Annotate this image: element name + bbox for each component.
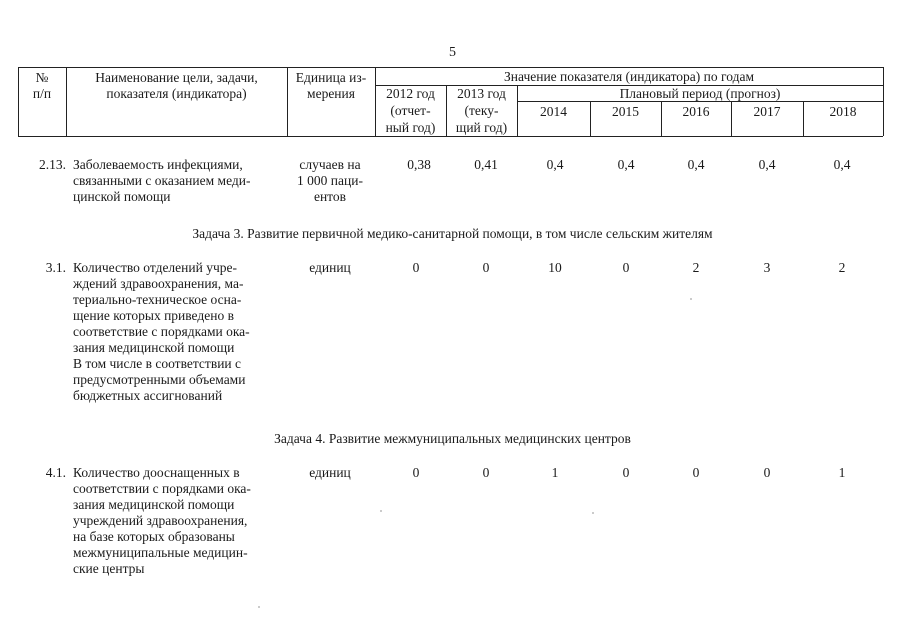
row-name-line: щение которых приведено в: [73, 308, 234, 323]
value-2014: 0,4: [546, 157, 564, 172]
value-2012: 0: [412, 260, 420, 275]
header-no-label: №: [35, 70, 49, 85]
row-name-line: на базе которых образованы: [73, 529, 235, 544]
task-heading: Задача 3. Развитие первичной медико-санитарной помощи, в том числе сельским жителям: [192, 226, 713, 241]
header-bottom-border: [18, 136, 883, 137]
row-unit-line: 1 000 паци-: [297, 173, 363, 188]
row-name-line: териально-техническое осна-: [73, 292, 242, 307]
row-name-line: цинской помощи: [73, 189, 171, 204]
row-name-line: соответствие с порядками ока-: [73, 324, 250, 339]
row-unit-line: единиц: [309, 465, 351, 480]
value-2016: 0: [692, 465, 700, 480]
header-top-border: [18, 67, 883, 68]
row-unit-line: ентов: [313, 189, 347, 204]
row-number: 2.13.: [39, 157, 66, 172]
header-unit-label-2: мерения: [307, 86, 355, 101]
header-2013-line1: 2013 год: [457, 86, 506, 101]
value-2018: 2: [838, 260, 846, 275]
row-name-line: Заболеваемость инфекциями,: [73, 157, 243, 172]
header-2012-line3: ный год): [385, 120, 436, 135]
value-2018: 0,4: [833, 157, 851, 172]
value-2018: 1: [838, 465, 846, 480]
row-unit: [290, 157, 370, 205]
value-2015: 0: [622, 260, 630, 275]
row-name-line: бюджетных ассигнований: [73, 388, 223, 403]
header-name-label: Наименование цели, задачи,: [95, 70, 258, 85]
header-2012-line2: (отчет-: [390, 103, 431, 118]
value-2017: 3: [763, 260, 771, 275]
row-number: 4.1.: [45, 465, 66, 480]
row-name-line: Количество дооснащенных в: [73, 465, 240, 480]
scan-speck: [380, 510, 382, 512]
row-name-line: ские центры: [73, 561, 145, 576]
value-2013: 0,41: [474, 157, 498, 172]
value-2016: 0,4: [687, 157, 705, 172]
scan-speck: [258, 606, 260, 608]
row-name-line: предусмотренными объемами: [73, 372, 246, 387]
value-2017: 0,4: [758, 157, 776, 172]
header-border-right: [883, 67, 884, 136]
task-heading: Задача 4. Развитие межмуниципальных медицинских центров: [274, 431, 631, 446]
header-2013-line2: (теку-: [464, 103, 499, 118]
header-unit-label: Единица из-: [295, 70, 367, 85]
row-name-line: ждений здравоохранения, ма-: [73, 276, 244, 291]
row-number: 3.1.: [45, 260, 66, 275]
scan-speck: [592, 512, 594, 514]
row-name: [73, 465, 285, 577]
row-name-line: зания медицинской помощи: [73, 340, 235, 355]
value-2012: 0,38: [407, 157, 431, 172]
header-year-2018: 2018: [829, 104, 857, 119]
value-2014: 10: [548, 260, 562, 275]
header-2013-line3: щий год): [455, 120, 508, 135]
row-unit-line: единиц: [309, 260, 351, 275]
header-name-label-2: показателя (индикатора): [106, 86, 247, 101]
row-unit: [290, 465, 370, 481]
value-2012: 0: [412, 465, 420, 480]
header-year-2016: 2016: [682, 104, 710, 119]
row-unit: [290, 260, 370, 276]
row-name-line: В том числе в соответствии с: [73, 356, 242, 371]
scan-speck: [690, 298, 692, 300]
row-unit-line: случаев на: [299, 157, 361, 172]
value-2016: 2: [692, 260, 700, 275]
header-year-2015: 2015: [612, 104, 639, 119]
row-name-line: межмуниципальные медицин-: [73, 545, 248, 560]
page-number: 5: [449, 45, 456, 60]
header-2012-line1: 2012 год: [386, 86, 435, 101]
row-name-line: Количество отделений учре-: [73, 260, 237, 275]
row-name: [73, 157, 285, 205]
value-2013: 0: [482, 260, 490, 275]
row-name-line: зания медицинской помощи: [73, 497, 235, 512]
value-2017: 0: [763, 465, 771, 480]
value-2013: 0: [482, 465, 490, 480]
header-plan-title: Плановый период (прогноз): [619, 86, 781, 101]
row-name: [73, 260, 285, 404]
value-2014: 1: [551, 465, 559, 480]
row-name-line: связанными с оказанием меди-: [73, 173, 251, 188]
header-values-title: Значение показателя (индикатора) по годам: [504, 69, 754, 84]
header-no-label-2: п/п: [32, 86, 52, 101]
row-name-line: учреждений здравоохранения,: [73, 513, 248, 528]
header-year-2014: 2014: [540, 104, 567, 119]
header-year-2017: 2017: [753, 104, 781, 119]
row-name-line: соответствии с порядками ока-: [73, 481, 251, 496]
value-2015: 0: [622, 465, 630, 480]
value-2015: 0,4: [617, 157, 635, 172]
